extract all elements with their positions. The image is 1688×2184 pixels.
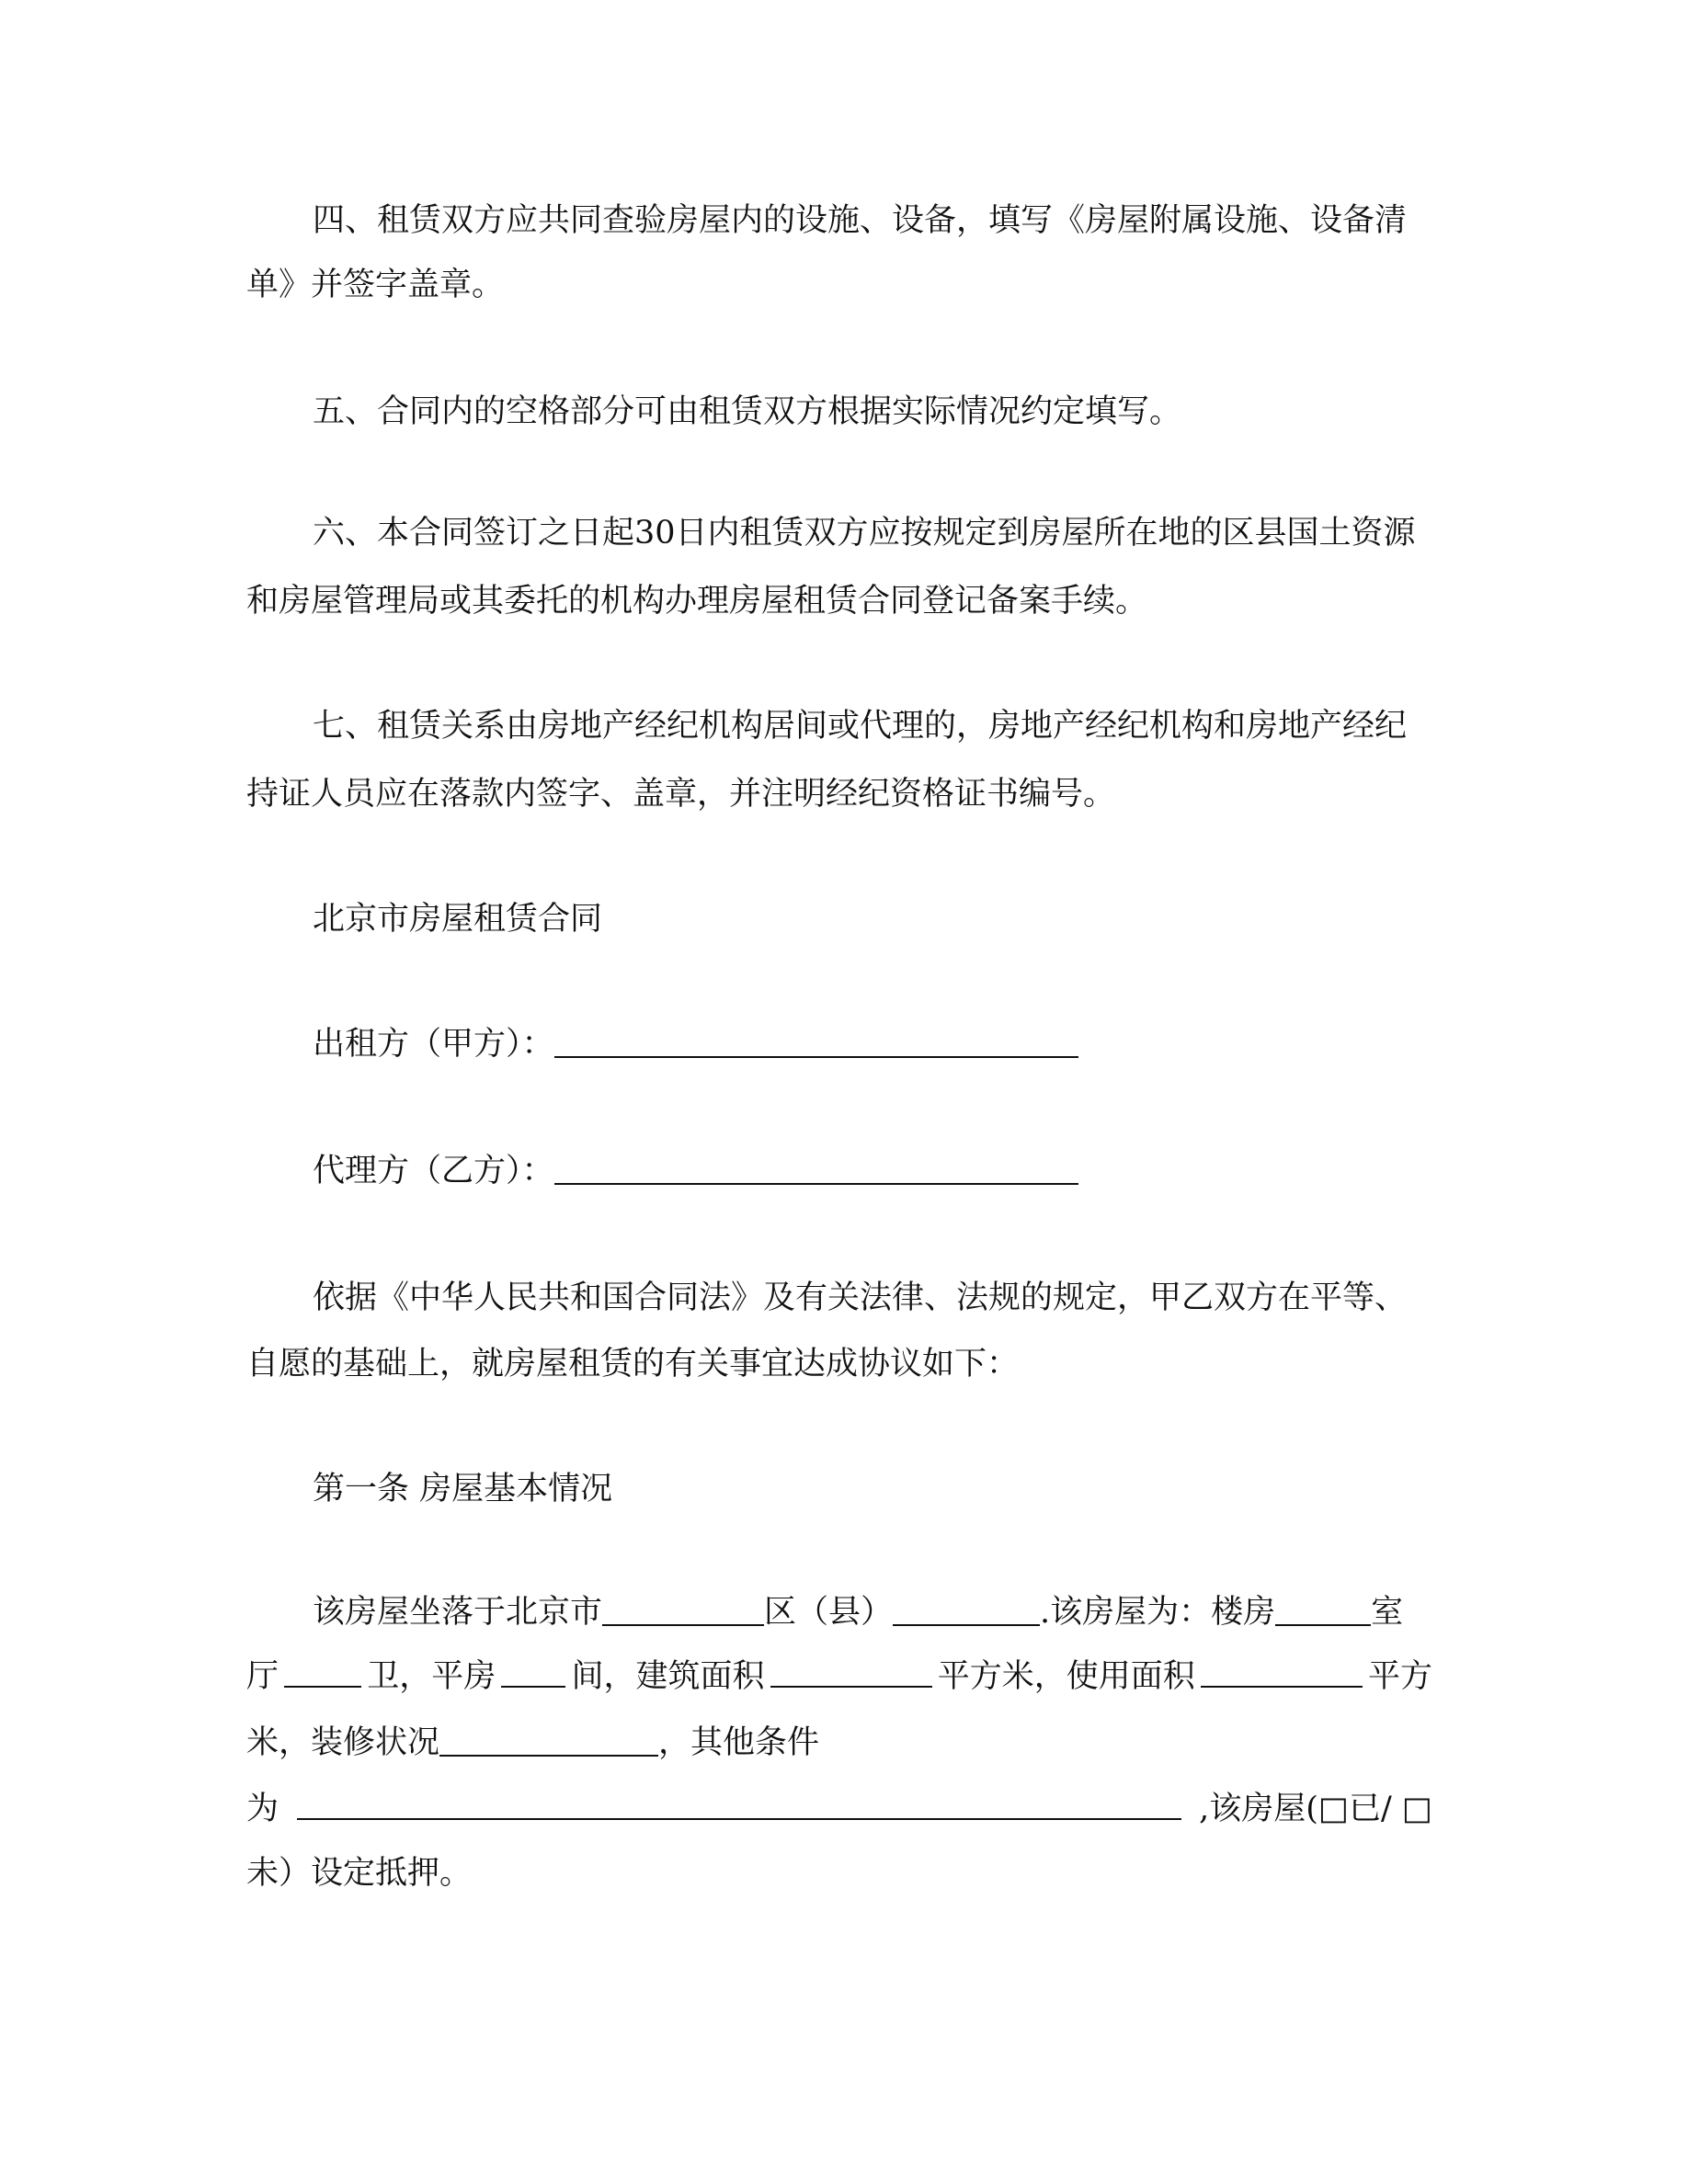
article-1-line-2: [246, 1655, 1432, 1699]
clause-5: 五、合同内的空格部分可由租赁双方根据实际情况约定填写。: [313, 393, 1182, 430]
lessor-label: 出租方（甲方）：: [313, 1026, 554, 1063]
article-1-line-5: 未）设定抵押。: [246, 1855, 473, 1892]
mortgage-label: ,该房屋(□已/ □: [1199, 1791, 1432, 1827]
clause-6-line-1: 六、本合同签订之日起30日内租赁双方应按规定到房屋所在地的区县国土资源: [313, 515, 1416, 552]
district-label: 区（县）: [764, 1594, 894, 1631]
preamble-line-1: 依据《中华人民共和国合同法》及有关法律、法规的规定，甲乙双方在平等、: [313, 1280, 1408, 1316]
lessor-row: [313, 1022, 1078, 1066]
county-field[interactable]: [893, 1593, 1040, 1626]
clause-4-line-1: 四、租赁双方应共同查验房屋内的设施、设备，填写《房屋附属设施、设备清: [313, 202, 1408, 239]
other-conditions-field[interactable]: [297, 1787, 1181, 1820]
hall-unit: 厅: [246, 1658, 279, 1695]
clause-4-line-2: 单》并签字盖章。: [246, 267, 505, 303]
agent-row: [313, 1149, 1078, 1193]
clause-7-line-2: 持证人员应在落款内签字、盖章，并注明经纪资格证书编号。: [246, 776, 1116, 813]
clause-7-line-1: 七、租赁关系由房地产经纪机构居间或代理的，房地产经纪机构和房地产经纪: [313, 708, 1408, 745]
building-type-label: .该房屋为：楼房: [1040, 1594, 1276, 1631]
lessor-field[interactable]: [554, 1025, 1078, 1058]
usable-area-field[interactable]: [1201, 1655, 1363, 1688]
room-unit: 室: [1371, 1594, 1404, 1631]
agent-field[interactable]: [554, 1152, 1078, 1185]
renovation-field[interactable]: [439, 1723, 658, 1757]
halls-field[interactable]: [284, 1655, 361, 1688]
usable-area-label: 平方米，使用面积: [937, 1658, 1195, 1695]
contract-title: 北京市房屋租赁合同: [313, 901, 603, 938]
article-1-line-3: [246, 1721, 819, 1765]
renovation-label: 米，装修状况: [246, 1724, 440, 1761]
location-label: 该房屋坐落于北京市: [313, 1594, 603, 1631]
bath-bungalow-label: 卫，平房: [367, 1658, 496, 1695]
conditions-prefix: 为: [246, 1791, 279, 1827]
agent-label: 代理方（乙方）：: [313, 1153, 554, 1189]
sqm-prefix: 平方: [1367, 1658, 1432, 1695]
district-field[interactable]: [602, 1593, 764, 1626]
other-conditions-label: ，其他条件: [658, 1724, 820, 1761]
gross-area-label: 间，建筑面积: [571, 1658, 765, 1695]
preamble-line-2: 自愿的基础上，就房屋租赁的有关事宜达成协议如下：: [246, 1346, 1020, 1382]
article-1-title: 第一条 房屋基本情况: [313, 1471, 613, 1507]
gross-area-field[interactable]: [770, 1655, 932, 1688]
clause-6-line-2: 和房屋管理局或其委托的机构办理房屋租赁合同登记备案手续。: [246, 583, 1148, 620]
rooms-field[interactable]: [1275, 1593, 1371, 1626]
article-1-line-1: [313, 1590, 1403, 1634]
article-1-line-4: [246, 1787, 1432, 1831]
bungalow-rooms-field[interactable]: [501, 1655, 565, 1688]
